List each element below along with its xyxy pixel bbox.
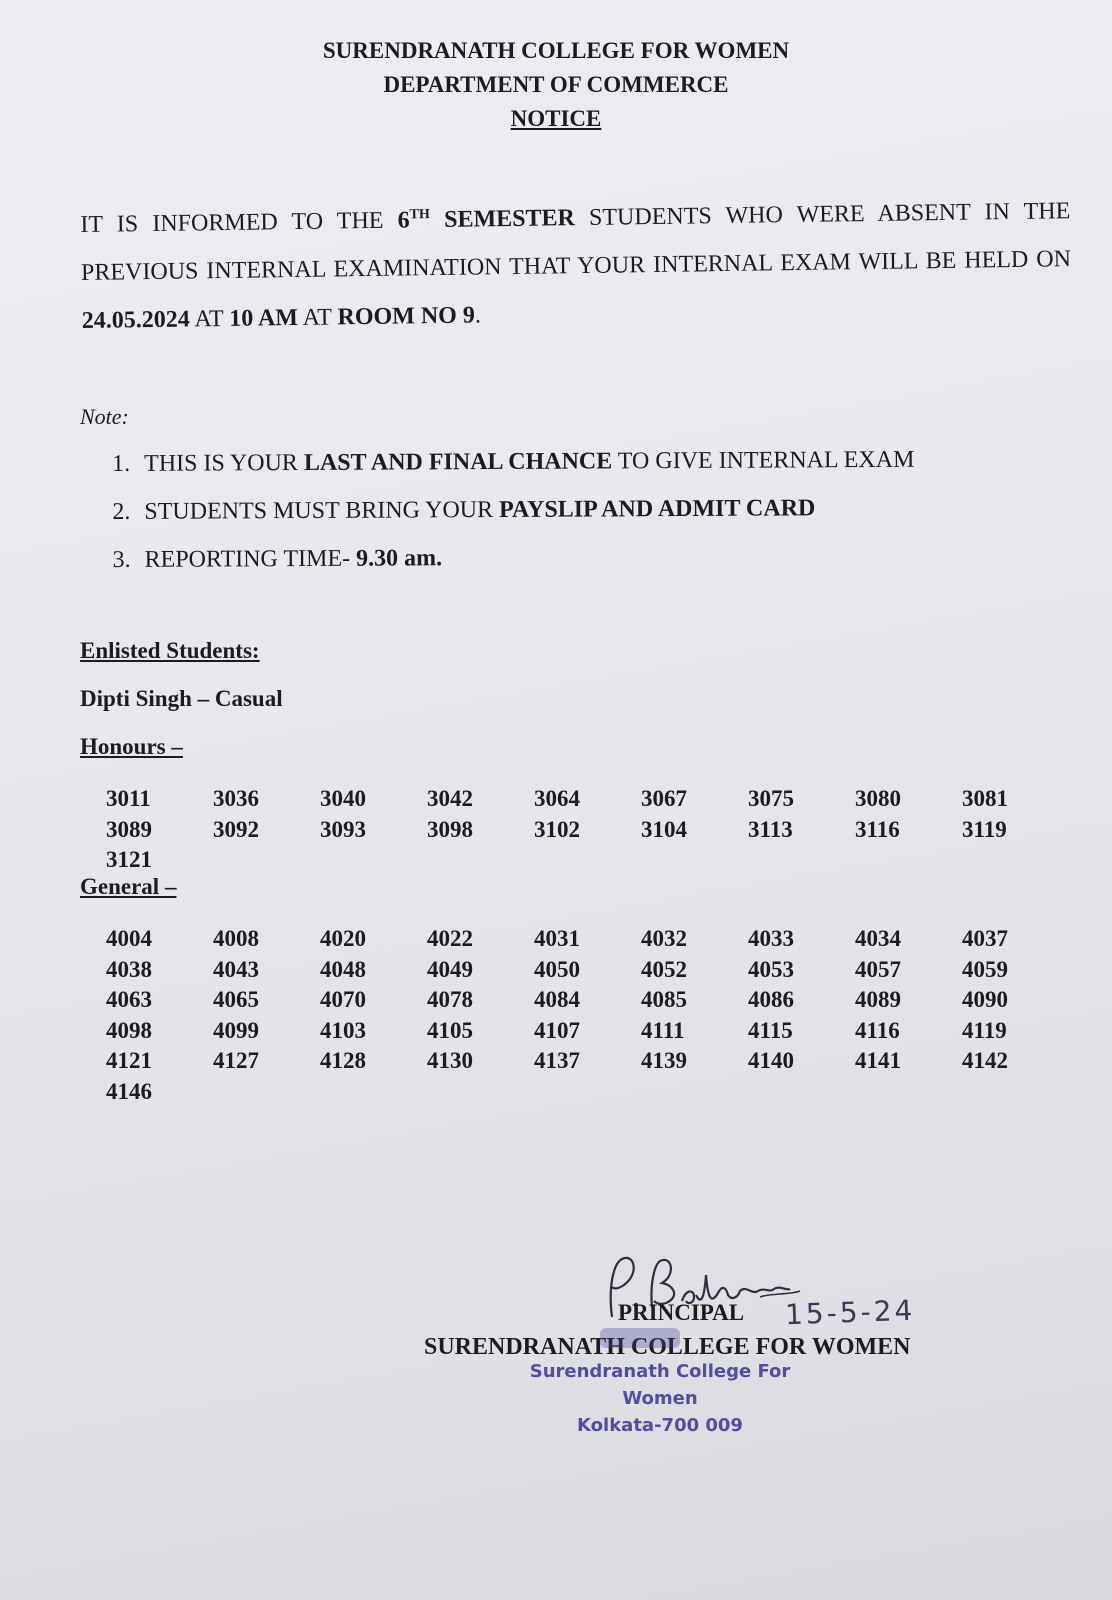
roll-number: 4049 [427,956,473,982]
roll-number: 4089 [855,987,901,1012]
roll-number: 3121 [106,847,152,872]
roll-number: 4057 [855,956,901,982]
roll-number: 4107 [534,1017,580,1043]
roll-number: 3089 [106,816,152,842]
roll-number: 4043 [213,956,259,982]
intro-paragraph [80,182,1072,345]
roll-number: 4099 [213,1017,259,1043]
roll-number: 3067 [641,786,687,811]
roll-number: 4038 [106,956,152,982]
footer-college-name: SURENDRANATH COLLEGE FOR WOMEN [424,1334,911,1360]
notice-title: NOTICE [510,106,602,131]
roll-number: 4037 [962,926,1008,951]
general-label: General – [80,874,177,899]
honours-label: Honours – [80,734,183,759]
intro-text-2: STUDENTS WHO WERE ABSENT IN THE PREVIOUS INTERNAL EXAMINATION THAT YOUR INTERNAL EXAM WILL BE HELD ON [80,198,1072,286]
casual-student: Dipti Singh – Casual [80,686,283,711]
intro-text-4: AT [297,304,338,331]
roll-number: 4034 [855,926,901,951]
roll-number: 4098 [106,1017,152,1043]
roll-number: 4004 [106,926,152,951]
exam-room: ROOM NO 9 [337,302,476,331]
roll-number: 3040 [320,786,366,811]
stamp-line-1: Surendranath College For Women [529,1361,791,1409]
note-text: TO GIVE INTERNAL EXAM [612,446,915,475]
roll-number: 3098 [427,816,473,842]
intro-text-5: . [474,302,482,329]
stamp-line-2: Kolkata-700 009 [577,1415,743,1436]
roll-number: 4052 [641,956,687,982]
roll-number: 4146 [106,1078,152,1104]
roll-number: 3113 [748,816,793,842]
roll-number: 4103 [320,1017,366,1043]
note-bold-text: PAYSLIP AND ADMIT CARD [499,495,816,523]
roll-number: 4063 [106,987,152,1012]
roll-number: 4008 [213,926,259,951]
enlisted-students-title: Enlisted Students: [80,638,260,663]
roll-number: 4065 [213,987,259,1012]
roll-number: 4142 [962,1048,1008,1073]
signed-date: 15-5-24 [784,1293,916,1332]
roll-number: 3064 [534,786,580,811]
roll-number: 3036 [213,786,259,811]
note-list [112,435,1013,584]
roll-number: 3075 [748,786,794,811]
note-text: STUDENTS MUST BRING YOUR [144,496,500,525]
note-bold-text: 9.30 am. [356,545,443,572]
roll-number: 4031 [534,926,580,951]
exam-date: 24.05.2024 [81,306,190,334]
roll-number: 3093 [320,816,366,842]
intro-text-1: IT IS INFORMED TO THE [80,207,398,238]
note-item [112,483,1012,536]
roll-number: 4032 [641,926,687,951]
roll-number: 4053 [748,956,794,982]
roll-number: 4139 [641,1048,687,1073]
note-text: REPORTING TIME- [144,545,357,573]
note-item [112,435,1012,488]
general-roll-grid [106,924,1026,1107]
roll-number: 4130 [427,1048,473,1073]
intro-text-3: AT [189,305,230,333]
note-number: 1. [112,450,131,477]
department-name: DEPARTMENT OF COMMERCE [383,72,729,97]
roll-number: 4059 [962,956,1008,982]
roll-number: 4086 [748,987,794,1012]
roll-number: 4128 [320,1048,366,1073]
roll-number: 4084 [534,987,580,1012]
roll-number: 4111 [641,1017,685,1043]
roll-number: 4115 [748,1017,793,1043]
roll-number: 3104 [641,816,687,842]
roll-number: 3011 [106,786,151,811]
roll-number: 4116 [855,1017,900,1043]
principal-label: PRINCIPAL [618,1300,745,1325]
note-bold-text: LAST AND FINAL CHANCE [303,448,613,476]
roll-number: 4050 [534,956,580,982]
honours-roll-grid [106,784,1026,876]
semester-word: SEMESTER [429,205,576,234]
roll-number: 4085 [641,987,687,1012]
roll-number: 3081 [962,786,1008,811]
roll-number: 4140 [748,1048,794,1073]
semester-number [398,205,576,233]
roll-number: 4078 [427,987,473,1012]
note-number: 3. [112,546,131,573]
roll-number: 4022 [427,926,473,951]
roll-number: 4105 [427,1017,473,1043]
roll-number: 4090 [962,987,1008,1012]
note-text: THIS IS YOUR [144,449,304,477]
college-stamp [490,1358,830,1439]
roll-number: 4137 [534,1048,580,1073]
roll-number: 3119 [962,816,1007,842]
note-label: Note: [80,404,129,429]
roll-number: 4020 [320,926,366,951]
college-name: SURENDRANATH COLLEGE FOR WOMEN [322,38,790,63]
roll-number: 3042 [427,786,473,811]
roll-number: 3080 [855,786,901,811]
semester-suffix: TH [409,207,430,223]
note-item [113,531,1013,584]
roll-number: 4141 [855,1048,901,1073]
roll-number: 4119 [962,1017,1007,1043]
stamp-smudge [600,1328,680,1348]
roll-number: 3102 [534,816,580,842]
semester-num: 6 [397,207,410,234]
roll-number: 3116 [855,816,900,842]
roll-number: 4048 [320,956,366,982]
exam-time: 10 AM [229,304,299,332]
note-number: 2. [112,498,131,525]
roll-number: 4121 [106,1048,152,1073]
notice-header [0,34,1112,136]
roll-number: 3092 [213,816,259,842]
roll-number: 4127 [213,1048,259,1073]
roll-number: 4033 [748,926,794,951]
roll-number: 4070 [320,987,366,1012]
